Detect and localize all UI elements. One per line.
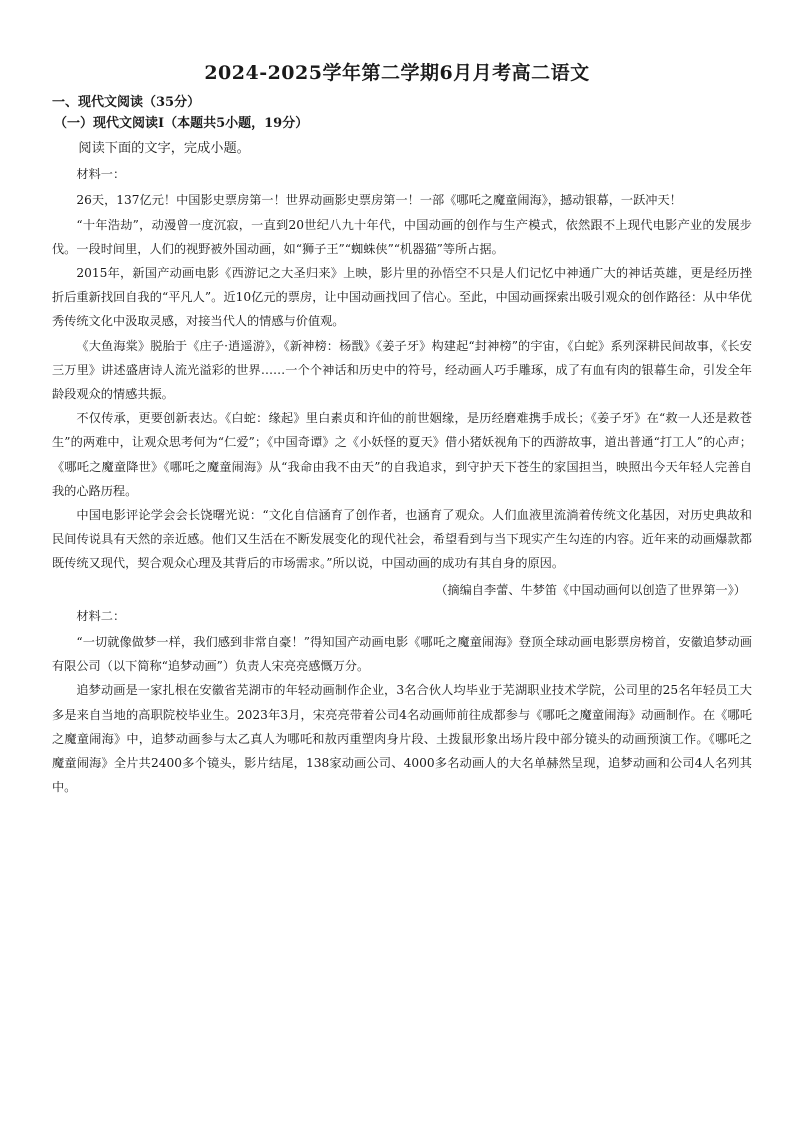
material-1-paragraph: “十年浩劫”，动漫曾一度沉寂，一直到20世纪八九十年代，中国动画的创作与生产模式，依然跟不上现代电影产业的发展步伐。一段时间里，人们的视野被外国动画，如“狮子王”“蜘蛛侠”“机器猫”等所占据。 [52, 217, 752, 256]
section-heading-modern-reading: 一、现代文阅读（35分） [52, 95, 201, 110]
material-1-paragraph: 不仅传承，更要创新表达。《白蛇：缘起》里白素贞和许仙的前世姻缘，是历经磨难携手成长；《姜子牙》在“救一人还是救苍生”的两难中，让观众思考何为“仁爱”；《中国奇谭》之《小妖怪的夏天》借小猪妖视角下的西游故事，道出普通“打工人”的心声；《哪吒之魔童降世》《哪吒之魔童闹海》从“我命由我不由天”的自我追求，到守护天下苍生的家国担当，映照出今天年轻人完善自我的心路历程。 [52, 411, 752, 498]
material-1-paragraph: 2015年，新国产动画电影《西游记之大圣归来》上映，影片里的孙悟空不只是人们记忆中神通广大的神话英雄，更是经历挫折后重新找回自我的“平凡人”。近10亿元的票房，让中国动画找回了信心。至此，中国动画探索出吸引观众的创作路径：从中华优秀传统文化中汲取灵感，对接当代人的情感与价值观。 [52, 266, 752, 329]
instruction-text: 阅读下面的文字，完成小题。 [78, 140, 250, 155]
material-1-paragraph: 《大鱼海棠》脱胎于《庄子·逍遥游》，《新神榜：杨戬》《姜子牙》构建起“封神榜”的宇宙，《白蛇》系列深耕民间故事，《长安三万里》讲述盛唐诗人流光溢彩的世界……一个个神话和历史中的符号，经动画人巧手雕琢，成了有血有肉的银幕生命，引发全年龄段观众的情感共振。 [52, 338, 752, 402]
subsection-heading-reading-1: （一）现代文阅读Ⅰ（本题共5小题，19分） [54, 116, 309, 131]
material-2-label: 材料二： [76, 608, 126, 623]
material-1-source: （摘编自李蕾、牛梦笛《中国动画何以创造了世界第一》） [435, 582, 746, 597]
material-1-paragraph: 中国电影评论学会会长饶曙光说：“文化自信涵育了创作者，也涵育了观众。人们血液里流淌着传统文化基因，对历史典故和民间传说具有天然的亲近感。他们又生活在不断发展变化的现代社会，希望看到与当下现实产生勾连的内容。近年来的动画爆款都既传统又现代，契合观众心理及其背后的市场需求。”所以说，中国动画的成功有其自身的原因。 [52, 508, 752, 571]
reading-passage [52, 136, 752, 799]
material-2-paragraph: 追梦动画是一家扎根在安徽省芜湖市的年轻动画制作企业，3名合伙人均毕业于芜湖职业技术学院，公司里的25名年轻员工大多是来自当地的高职院校毕业生。2023年3月，宋亮亮带着公司4名动画师前往成都参与《哪吒之魔童闹海》动画制作。在《哪吒之魔童闹海》中，追梦动画参与太乙真人为哪吒和敖丙重塑肉身片段、土拨鼠形象出场片段中部分镜头的动画预演工作。《哪吒之魔童闹海》全片共2400多个镜头，影片结尾，138家动画公司、4000多名动画人的大名单赫然呈现，追梦动画和公司4人名列其中。 [52, 683, 752, 795]
material-2-paragraph: “一切就像做梦一样，我们感到非常自豪！”得知国产动画电影《哪吒之魔童闹海》登顶全球动画电影票房榜首，安徽追梦动画有限公司（以下简称“追梦动画”）负责人宋亮亮感慨万分。 [52, 635, 752, 674]
material-1-label: 材料一： [76, 167, 126, 182]
exam-title: 2024-2025学年第二学期6月月考高二语文 [204, 62, 590, 84]
material-1-paragraph: 26天，137亿元！中国影史票房第一！世界动画影史票房第一！一部《哪吒之魔童闹海》，撼动银幕，一跃冲天！ [76, 193, 682, 208]
